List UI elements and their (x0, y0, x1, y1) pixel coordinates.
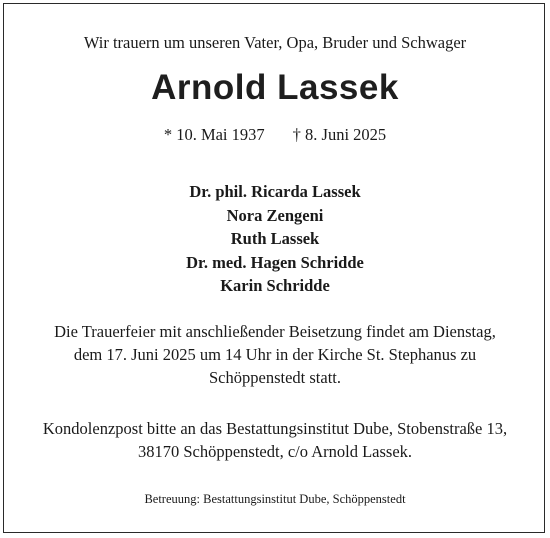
birth-date: * 10. Mai 1937 (163, 125, 265, 144)
mourners-list (0, 180, 550, 298)
condolence-notice-line: 38170 Schöppenstedt, c/o Arnold Lassek. (137, 442, 413, 461)
funeral-notice (0, 320, 550, 389)
funeral-notice-line: Die Trauerfeier mit anschließender Beisetzung findet am Dienstag, (54, 322, 496, 341)
funeral-home-credit: Betreuung: Bestattungsinstitut Dube, Schöppenstedt (144, 492, 406, 506)
mourner-name: Nora Zengeni (226, 205, 324, 225)
intro-text: Wir trauern um unseren Vater, Opa, Bruder und Schwager (83, 33, 467, 52)
mourner-name: Ruth Lassek (230, 229, 320, 248)
mourner-name: Dr. phil. Ricarda Lassek (189, 182, 361, 201)
funeral-notice-line: Schöppenstedt statt. (209, 368, 341, 387)
mourner-name: Karin Schridde (220, 276, 330, 295)
condolence-notice-line: Kondolenzpost bitte an das Bestattungsinstitut Dube, Stobenstraße 13, (42, 419, 508, 438)
deceased-name: Arnold Lassek (151, 68, 399, 107)
condolence-notice (0, 417, 550, 463)
mourner-name: Dr. med. Hagen Schridde (186, 252, 364, 272)
death-date: † 8. Juni 2025 (292, 125, 387, 144)
life-dates (0, 125, 550, 145)
funeral-notice-line: dem 17. Juni 2025 um 14 Uhr in der Kirche St. Stephanus zu (73, 345, 477, 364)
